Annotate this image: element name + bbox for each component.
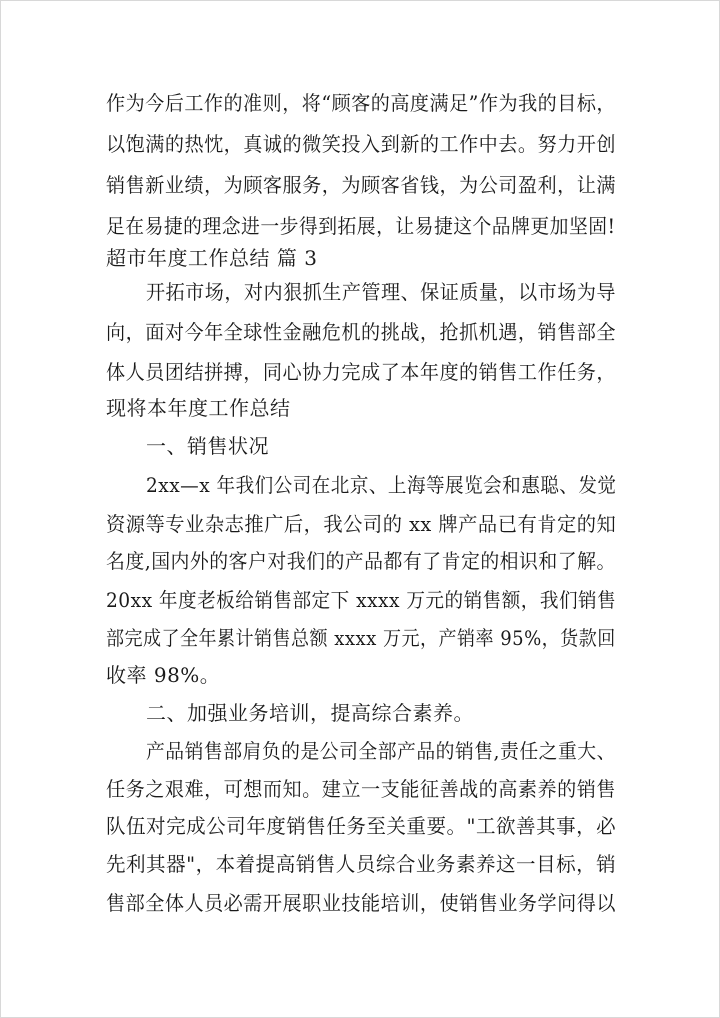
- text-line: 部完成了全年累计销售总额 xxxx 万元，产销率 95%，货款回: [106, 626, 616, 650]
- text-line: 销售新业绩，为顾客服务，为顾客省钱，为公司盈利，让满: [106, 173, 616, 197]
- text-line: 资源等专业杂志推广后，我公司的 xx 牌产品已有肯定的知: [106, 512, 617, 536]
- text-line: 任务之艰难，可想而知。建立一支能征善战的高素养的销售: [106, 777, 616, 801]
- text-line: 以饱满的热忱，真诚的微笑投入到新的工作中去。努力开创: [106, 132, 616, 156]
- text-line: 现将本年度工作总结: [106, 396, 291, 420]
- text-line: 先利其器"，本着提高销售人员综合业务素养这一目标，销: [106, 852, 617, 876]
- text-line: 20xx 年度老板给销售部定下 xxxx 万元的销售额，我们销售: [106, 588, 617, 612]
- text-line: 队伍对完成公司年度销售任务至关重要。"工欲善其事，必: [106, 814, 617, 838]
- section-heading: 超市年度工作总结 篇 3: [106, 246, 318, 270]
- text-line: 体人员团结拼搏，同心协力完成了本年度的销售工作任务，: [106, 360, 616, 384]
- subheading: 一、销售状况: [146, 434, 269, 458]
- text-line: 收率 98%。: [106, 663, 221, 687]
- text-line: 2xx—x 年我们公司在北京、上海等展览会和惠聪、发觉: [146, 473, 617, 497]
- subheading: 二、加强业务培训，提高综合素养。: [146, 701, 474, 725]
- text-line: 作为今后工作的准则，将“顾客的高度满足”作为我的目标，: [106, 91, 616, 115]
- text-line: 足在易捷的理念进一步得到拓展，让易捷这个品牌更加坚固!: [106, 214, 616, 238]
- text-line: 售部全体人员必需开展职业技能培训，使销售业务学问得以: [106, 891, 616, 915]
- text-line: 向，面对今年全球性金融危机的挑战，抢抓机遇，销售部全: [106, 320, 616, 344]
- text-line: 产品销售部肩负的是公司全部产品的销售,责任之重大、: [146, 739, 616, 763]
- text-line: 开拓市场，对内狠抓生产管理、保证质量，以市场为导: [146, 280, 617, 304]
- text-line: 名度,国内外的客户对我们的产品都有了肯定的相识和了解。: [106, 549, 616, 573]
